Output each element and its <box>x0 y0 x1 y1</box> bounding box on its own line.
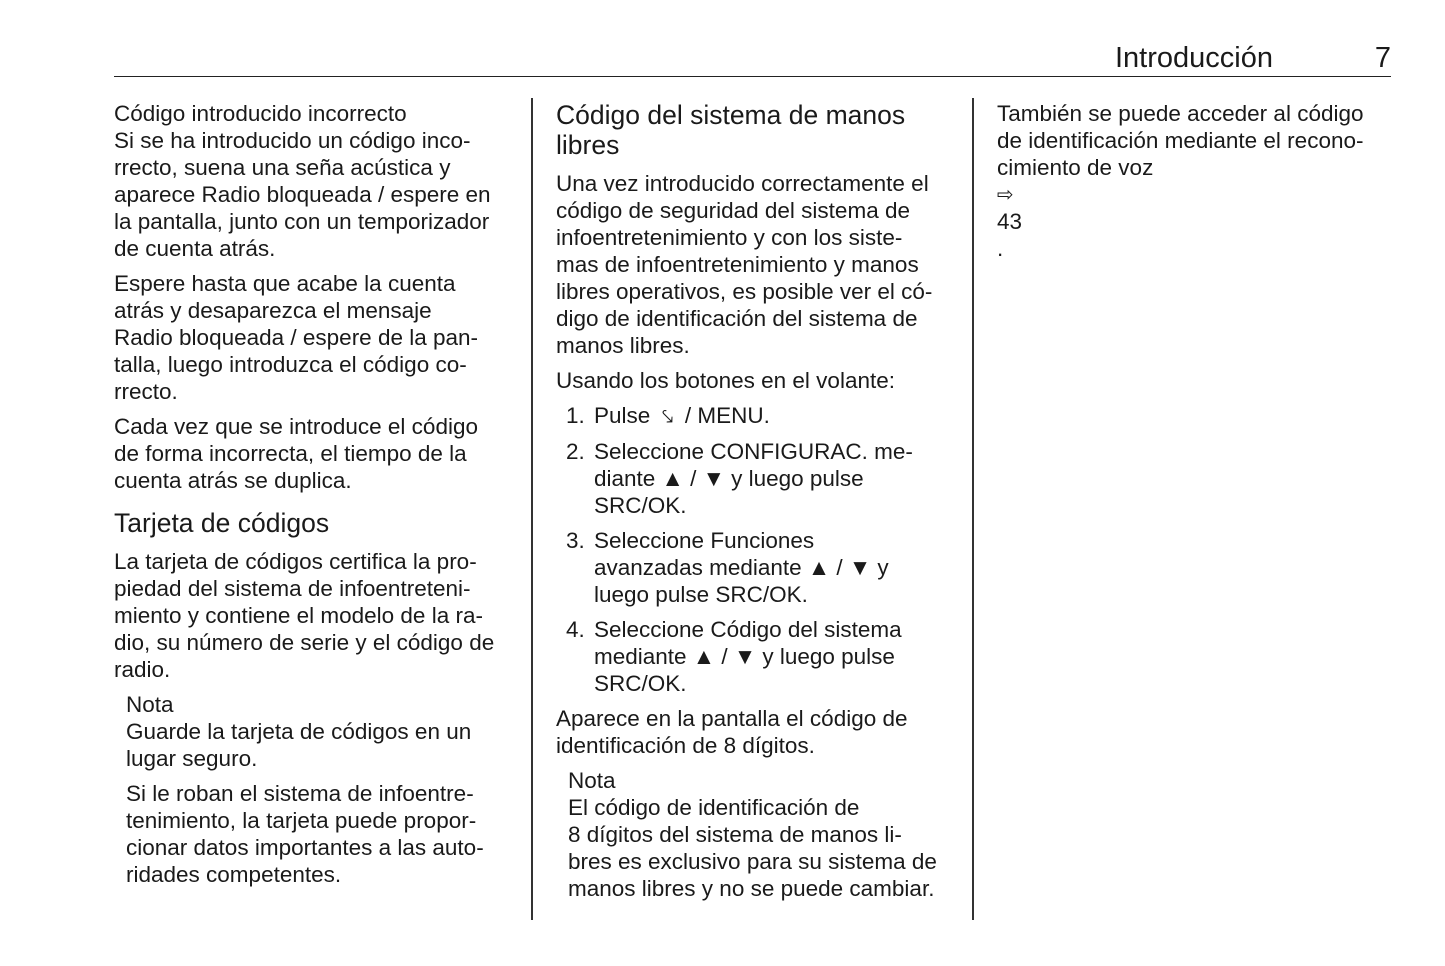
header-divider <box>114 76 1391 77</box>
column-divider-2 <box>972 98 974 920</box>
text-line: talla, luego introduzca el código co- <box>114 352 467 377</box>
step-4 <box>556 616 956 697</box>
text-line: Espere hasta que acabe la cuenta <box>114 271 456 296</box>
step-line: Seleccione CONFIGURAC. me- <box>594 439 913 464</box>
text-line: atrás y desaparezca el mensaje <box>114 298 432 323</box>
column-middle <box>556 100 956 910</box>
text-line: de identificación mediante el recono- <box>997 128 1364 153</box>
section-title: Introducción <box>1115 42 1273 74</box>
step-line: Seleccione Funciones <box>594 528 815 553</box>
column-divider-1 <box>531 98 533 920</box>
text-line: mas de infoentretenimiento y manos <box>556 252 919 277</box>
text-line: radio. <box>114 657 171 682</box>
text-line: Guarde la tarjeta de códigos en un <box>126 719 472 744</box>
step-3 <box>556 527 956 608</box>
text-line: cimiento de voz ⇨ 43 . <box>997 154 1397 262</box>
text-line: dio, su número de serie y el código de <box>114 630 495 655</box>
step-line: avanzadas mediante ▲ / ▼ y <box>594 555 889 580</box>
heading-code-card <box>114 508 514 538</box>
heading-text: Tarjeta de códigos <box>114 508 330 538</box>
text-line: Cada vez que se introduce el código <box>114 414 478 439</box>
step-number: 2. <box>566 439 585 464</box>
text-line: La tarjeta de códigos certifica la pro- <box>114 549 477 574</box>
text-line: identificación de 8 dígitos. <box>556 733 815 758</box>
heading-line: Código del sistema de manos <box>556 100 906 130</box>
page-reference-link[interactable]: 43 <box>997 209 1023 234</box>
text-line: manos libres y no se puede cambiar. <box>568 876 935 901</box>
paragraph-intro <box>556 170 956 359</box>
note-title: Nota <box>568 768 616 793</box>
text-line: digo de identificación del sistema de <box>556 306 918 331</box>
text-fragment: cimiento de voz <box>997 155 1154 180</box>
text-line: Radio bloqueada / espere de la pan- <box>114 325 479 350</box>
step-line: luego pulse SRC/OK. <box>594 582 808 607</box>
text-line: de forma incorrecta, el tiempo de la <box>114 441 467 466</box>
step-number: 3. <box>566 528 585 553</box>
text-line: Usando los botones en el volante: <box>556 368 895 393</box>
text-line: infoentretenimiento y con los siste- <box>556 225 903 250</box>
text-line: Si le roban el sistema de infoentre- <box>126 781 474 806</box>
step-line <box>594 402 956 430</box>
text-line: lugar seguro. <box>126 746 258 771</box>
step-line: SRC/OK. <box>594 493 687 518</box>
paragraph-display <box>556 705 956 759</box>
text-line: También se puede acceder al código <box>997 101 1364 126</box>
note-title: Nota <box>126 692 174 717</box>
column-left <box>114 100 514 896</box>
text-line: piedad del sistema de infoentreteni- <box>114 576 471 601</box>
step-number: 1. <box>566 403 585 428</box>
text-line: libres operativos, es posible ver el có- <box>556 279 933 304</box>
step-number: 4. <box>566 617 585 642</box>
step-line: mediante ▲ / ▼ y luego pulse <box>594 644 895 669</box>
text-line: rrecto. <box>114 379 178 404</box>
text-line: código de seguridad del sistema de <box>556 198 910 223</box>
paragraph-wait <box>114 270 514 405</box>
text-line: aparece Radio bloqueada / espere en <box>114 182 491 207</box>
step-line: Seleccione Código del sistema <box>594 617 902 642</box>
step-line: SRC/OK. <box>594 671 687 696</box>
paragraph-code-card <box>114 548 514 683</box>
text-line: tenimiento, la tarjeta puede propor- <box>126 808 477 833</box>
step-2 <box>556 438 956 519</box>
paragraph-voice-recognition <box>997 100 1397 262</box>
column-right <box>997 100 1397 270</box>
text-line: Si se ha introducido un código inco- <box>114 128 471 153</box>
steps-list <box>556 402 956 697</box>
note-block <box>126 691 514 888</box>
text-line: manos libres. <box>556 333 690 358</box>
step-text: Pulse <box>594 403 651 428</box>
heading-handsfree-code <box>556 100 956 160</box>
text-line: Aparece en la pantalla el código de <box>556 706 908 731</box>
reference-arrow-icon: ⇨ <box>997 182 1014 206</box>
text-line: 8 dígitos del sistema de manos li- <box>568 822 902 847</box>
text-line: rrecto, suena una seña acústica y <box>114 155 451 180</box>
paragraph-incorrect-code <box>114 100 514 262</box>
text-line: miento y contiene el modelo de la ra- <box>114 603 483 628</box>
phone-icon: ⤥ <box>661 404 674 428</box>
text-line: cionar datos importantes a las auto- <box>126 835 484 860</box>
paragraph-lead <box>556 367 956 394</box>
text-line: bres es exclusivo para su sistema de <box>568 849 937 874</box>
subheading-incorrect-code: Código introducido incorrecto <box>114 101 407 126</box>
text-line: Una vez introducido correctamente el <box>556 171 929 196</box>
note-paragraph <box>126 780 514 888</box>
text-line: de cuenta atrás. <box>114 236 276 261</box>
step-text: / MENU. <box>684 403 770 428</box>
note-block <box>568 767 956 902</box>
text-line: El código de identificación de <box>568 795 860 820</box>
text-line: cuenta atrás se duplica. <box>114 468 352 493</box>
text-line: la pantalla, junto con un temporizador <box>114 209 490 234</box>
paragraph-countdown <box>114 413 514 494</box>
note-paragraph <box>126 718 514 772</box>
page-number: 7 <box>1374 42 1391 74</box>
note-paragraph <box>568 794 956 902</box>
step-line: diante ▲ / ▼ y luego pulse <box>594 466 864 491</box>
step-1 <box>556 402 956 430</box>
heading-line: libres <box>556 130 620 160</box>
text-line: ridades competentes. <box>126 862 342 887</box>
